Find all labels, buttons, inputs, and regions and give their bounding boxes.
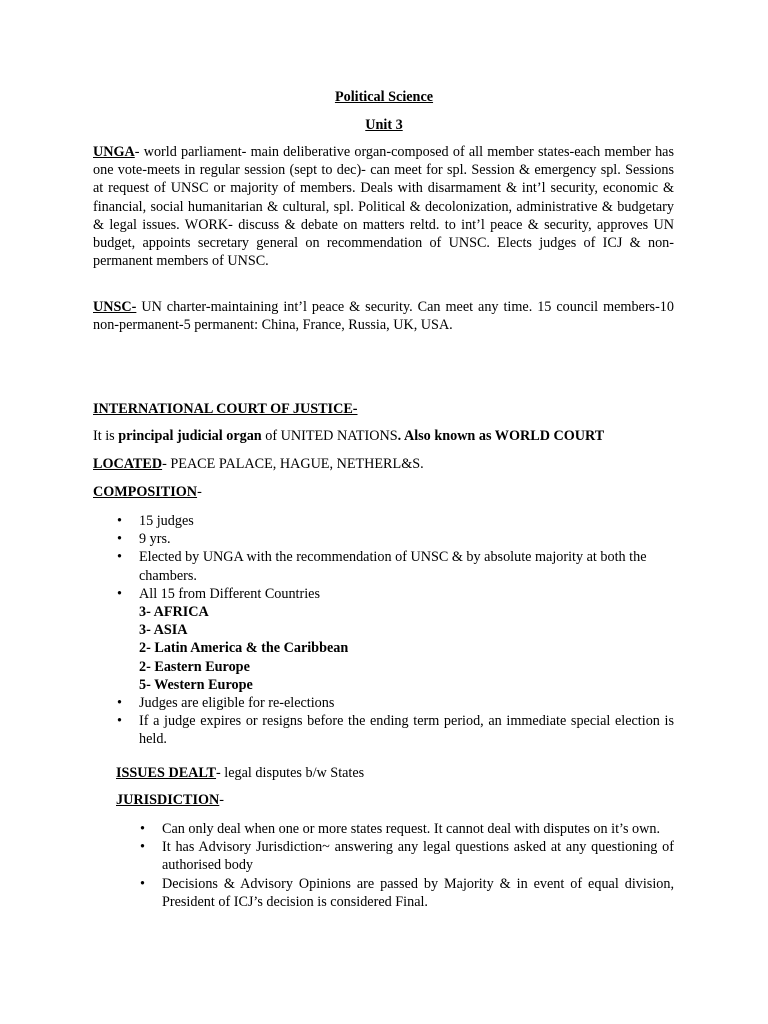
list-item: [117, 694, 674, 712]
located-label: LOCATED: [93, 456, 163, 472]
icj-intro-bold: principal judicial organ: [118, 428, 262, 444]
jurisdiction-line: [116, 791, 716, 809]
bullet-icon: •: [117, 513, 122, 529]
jurisdiction-list: [140, 820, 674, 911]
icj-world-court: WORLD COURT: [494, 428, 605, 444]
issues-text: - legal disputes b/w States: [216, 765, 365, 781]
composition-dash: -: [197, 484, 202, 500]
list-item: [140, 820, 674, 838]
list-item-text: 9 yrs.: [139, 531, 171, 548]
bullet-icon: •: [117, 549, 122, 566]
list-item-text: Can only deal when one or more states request. It cannot deal with disputes on it’s own.: [162, 821, 661, 837]
region-item: 2- Latin America & the Caribbean: [139, 640, 349, 657]
jurisdiction-dash: -: [219, 792, 225, 808]
region-item: 3- ASIA: [139, 622, 188, 639]
list-item: [117, 548, 674, 584]
unsc-text: UN charter-maintaining int’l peace & security. Can meet any time. 15 council members-10 non-permanent-5 permanent: China, France, Russia, UK, USA.: [93, 299, 674, 334]
icj-intro-d: . Also known as: [397, 428, 495, 444]
bullet-icon: •: [140, 839, 145, 856]
list-item: [140, 838, 674, 874]
composition-label: COMPOSITION: [93, 484, 198, 500]
list-item: [117, 530, 674, 548]
located-line: [93, 455, 693, 473]
unga-paragraph: [93, 143, 674, 270]
icj-heading: INTERNATIONAL COURT OF JUSTICE-: [93, 401, 358, 417]
unga-heading: UNGA: [93, 144, 135, 160]
list-item-text: All 15 from Different Countries: [139, 585, 320, 602]
icj-intro: [93, 427, 693, 445]
unsc-heading: UNSC-: [93, 299, 137, 315]
list-item-text: It has Advisory Jurisdiction~ answering any legal questions asked at any questioning of authorised body: [162, 839, 674, 874]
unga-text: - world parliament- main deliberative organ-composed of all member states-each member has one vote-meets in regular session (sept to dec)- can meet for spl. Session & emergency spl. Sessions at request of UNSC or majority of members. Deals with disarmament & int’l security, economic & financial, social humanitarian & cultural, spl. Political & decolonization, administrative & budgetary & legal issues. WORK- discuss & debate on matters reltd. to int’l peace & security, approves UN budget, appoints secretary general on recommendation of UNSC. Elects judges of ICJ & non-permanent members of UNSC.: [93, 144, 674, 270]
issues-label: ISSUES DEALT: [116, 765, 217, 781]
region-item: 3- AFRICA: [139, 604, 209, 621]
bullet-icon: •: [140, 821, 145, 837]
bullet-icon: •: [117, 713, 122, 730]
list-item-text: Elected by UNGA with the recommendation of UNSC & by absolute majority at both the chambers.: [139, 549, 647, 584]
bullet-icon: •: [140, 875, 145, 892]
unit-heading: Unit 3: [365, 117, 403, 133]
document-title: Political Science: [334, 89, 434, 105]
list-item-text: If a judge expires or resigns before the ending term period, an immediate special election is held.: [139, 713, 674, 748]
bullet-icon: •: [117, 531, 122, 548]
list-item: [117, 712, 674, 748]
located-text: - PEACE PALACE, HAGUE, NETHERL&S.: [162, 456, 424, 472]
region-item: 2- Eastern Europe: [139, 658, 250, 675]
issues-line: [116, 764, 716, 782]
list-item: [140, 875, 674, 911]
list-item-text: 15 judges: [139, 513, 194, 529]
bullet-icon: •: [117, 695, 122, 712]
list-item: [117, 512, 674, 530]
icj-intro-a: It is: [93, 428, 119, 444]
list-item-text: Judges are eligible for re-elections: [139, 695, 335, 712]
composition-line: [93, 483, 693, 501]
jurisdiction-label: JURISDICTION: [116, 792, 220, 808]
region-item: 5- Western Europe: [139, 676, 253, 693]
bullet-icon: •: [117, 585, 122, 602]
list-item: [117, 585, 674, 694]
unsc-paragraph: [93, 298, 674, 334]
list-item-text: Decisions & Advisory Opinions are passed by Majority & in event of equal division, President of ICJ’s decision is considered Final.: [162, 875, 674, 910]
composition-list: [117, 512, 674, 749]
icj-intro-c: of UNITED NATIONS: [261, 428, 398, 444]
